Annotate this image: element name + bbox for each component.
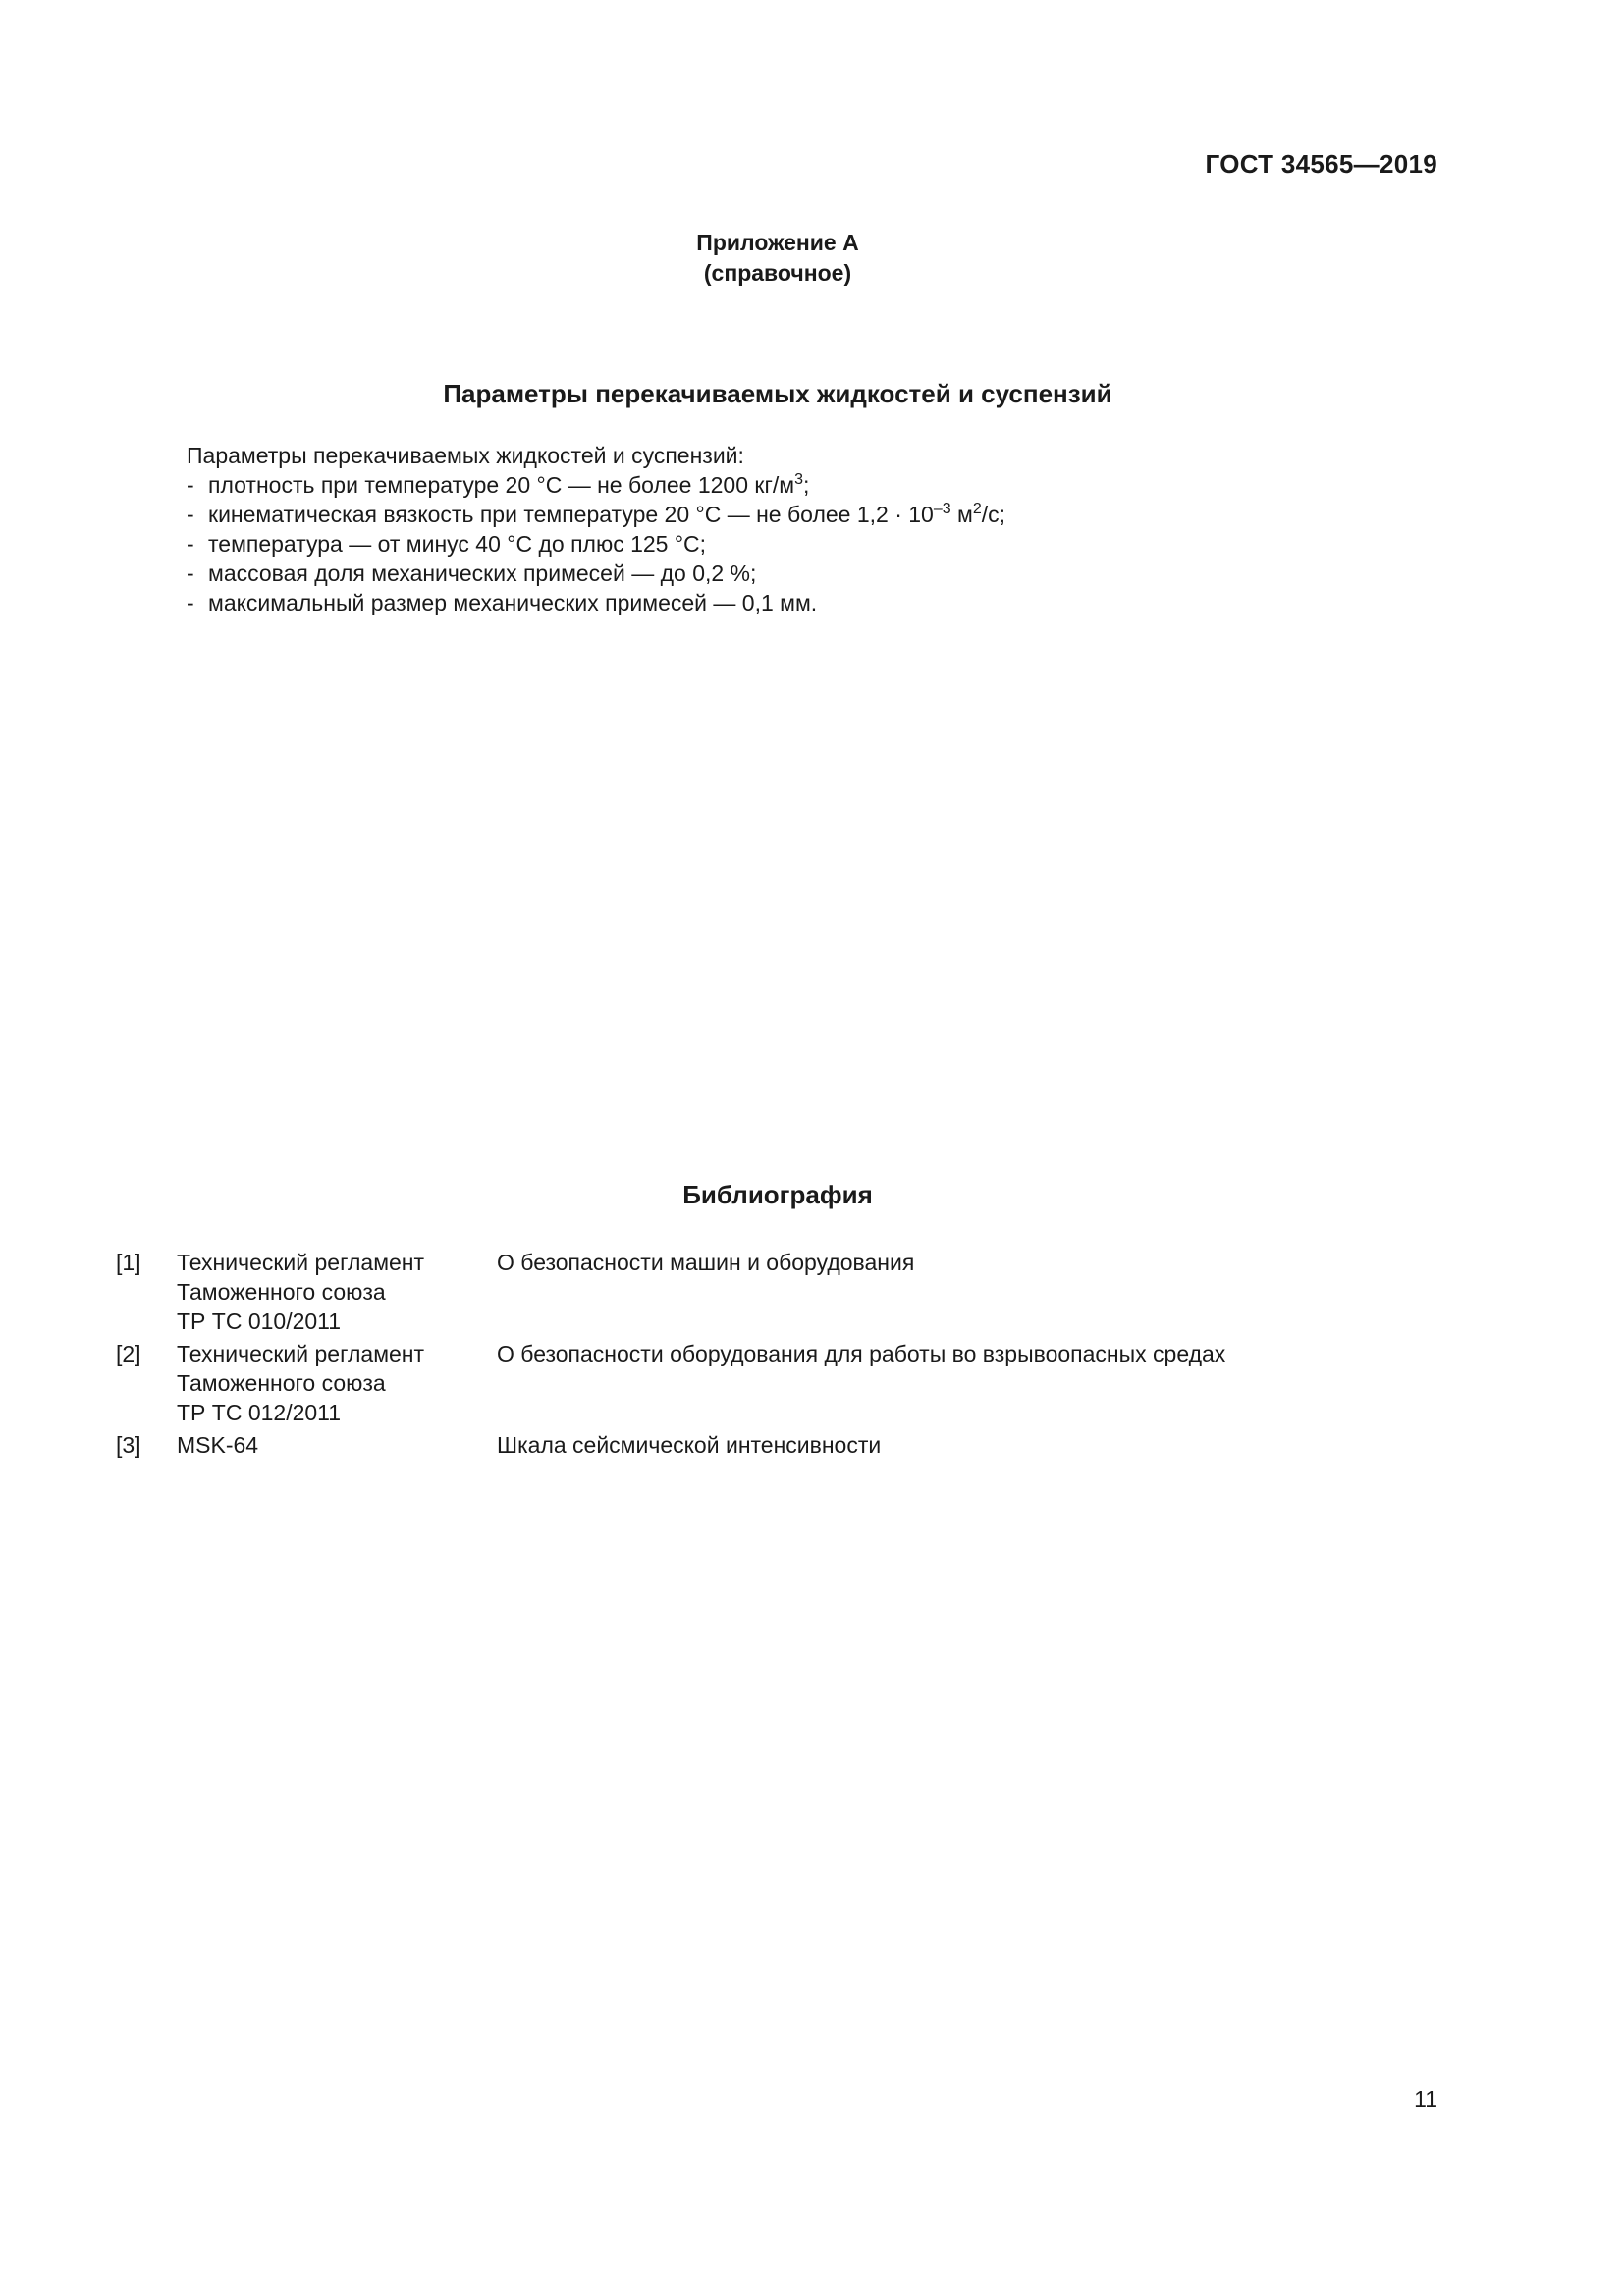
entry-source-line: Таможенного союза bbox=[177, 1370, 386, 1396]
entry-source-line: MSK-64 bbox=[177, 1432, 259, 1458]
parameters-intro: Параметры перекачиваемых жидкостей и суспензий: bbox=[187, 443, 744, 468]
list-item bbox=[187, 559, 1005, 588]
section-title: Параметры перекачиваемых жидкостей и суспензий bbox=[443, 379, 1112, 408]
page-number: 11 bbox=[1414, 2086, 1437, 2111]
entry-source-line: ТР ТС 010/2011 bbox=[177, 1308, 342, 1334]
list-item-text: массовая доля механических примесей — до 0,2 %; bbox=[208, 561, 757, 586]
list-item bbox=[187, 500, 1005, 529]
superscript: 2 bbox=[972, 501, 982, 517]
entry-source bbox=[177, 1430, 497, 1463]
superscript: –3 bbox=[933, 501, 951, 517]
entry-description: О безопасности машин и оборудования bbox=[497, 1250, 915, 1275]
list-dash: - bbox=[187, 531, 194, 557]
list-item-tail: м bbox=[950, 502, 973, 527]
list-item-text: максимальный размер механических примесей — 0,1 мм. bbox=[208, 590, 818, 615]
entry-source-line: ТР ТС 012/2011 bbox=[177, 1400, 342, 1425]
entry-number: [1] bbox=[116, 1250, 141, 1275]
entry-source-line: Технический регламент bbox=[177, 1250, 425, 1275]
list-dash: - bbox=[187, 590, 194, 615]
bibliography-title: Библиография bbox=[682, 1180, 873, 1209]
list-item-tail: ; bbox=[802, 472, 810, 498]
parameters-block bbox=[187, 441, 1005, 617]
entry-source bbox=[177, 1248, 497, 1339]
entry-source-line: Технический регламент bbox=[177, 1341, 425, 1366]
entry-description: Шкала сейсмической интенсивности bbox=[497, 1432, 882, 1458]
appendix-type: (справочное) bbox=[703, 260, 852, 286]
list-dash: - bbox=[187, 472, 194, 498]
standard-code: ГОСТ 34565—2019 bbox=[1205, 149, 1437, 179]
bibliography-table bbox=[116, 1248, 1225, 1463]
bibliography-entry bbox=[116, 1430, 1225, 1463]
entry-number: [3] bbox=[116, 1432, 141, 1458]
bibliography-entry bbox=[116, 1339, 1225, 1430]
list-item-text: плотность при температуре 20 °С — не более 1200 кг/м bbox=[208, 472, 795, 498]
list-item bbox=[187, 529, 1005, 559]
entry-description: О безопасности оборудования для работы во взрывоопасных средах bbox=[497, 1341, 1226, 1366]
appendix-heading bbox=[0, 228, 1555, 289]
list-item-text: температура — от минус 40 °С до плюс 125 °С; bbox=[208, 531, 707, 557]
entry-number: [2] bbox=[116, 1341, 141, 1366]
appendix-title: Приложение А bbox=[696, 230, 859, 255]
bibliography-entry bbox=[116, 1248, 1225, 1339]
list-item bbox=[187, 470, 1005, 500]
list-dash: - bbox=[187, 561, 194, 586]
list-item bbox=[187, 588, 1005, 617]
entry-source-line: Таможенного союза bbox=[177, 1279, 386, 1305]
entry-source bbox=[177, 1339, 497, 1430]
list-item-text: кинематическая вязкость при температуре 20 °С — не более 1,2 · 10 bbox=[208, 502, 934, 527]
list-dash: - bbox=[187, 502, 194, 527]
parameters-list bbox=[187, 470, 1005, 617]
superscript: 3 bbox=[794, 471, 803, 488]
list-item-tail: /с; bbox=[981, 502, 1006, 527]
